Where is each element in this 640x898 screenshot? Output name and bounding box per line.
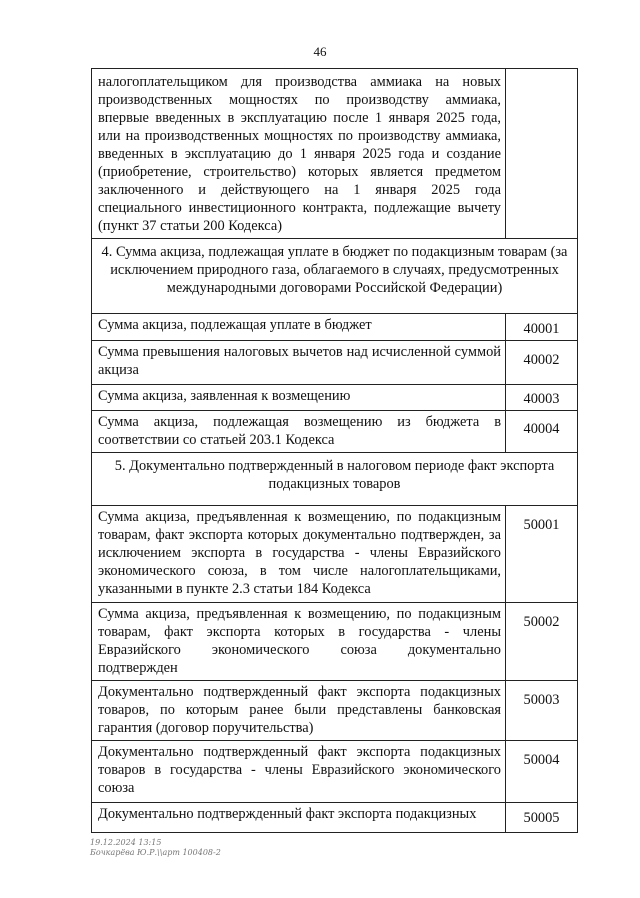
excise-declaration-table — [91, 68, 578, 833]
row-text: Сумма акциза, предъявленная к возмещению, по подакцизным товарам, факт экспорта которых документально подтвержден, за исключением экспорта в государства - члены Евразийского экономического союза, в том числе налогоплательщиками, указанными в пункте 2.3 статьи 184 Кодекса — [92, 506, 506, 602]
table-row — [92, 340, 577, 384]
table-row — [92, 505, 577, 602]
table-row — [92, 602, 577, 680]
table-row — [92, 410, 577, 452]
table-row — [92, 384, 577, 410]
document-stamp-footer — [90, 838, 221, 858]
page-number: 46 — [313, 44, 327, 59]
row-code: 50005 — [523, 810, 560, 826]
row-text: Документально подтвержденный факт экспорта подакцизных товаров в государства - члены Евразийского экономического союза — [92, 741, 506, 802]
table-row — [92, 802, 577, 833]
row-text: Сумма акциза, подлежащая уплате в бюджет — [92, 314, 506, 340]
row-code: 50003 — [523, 692, 560, 708]
table-row — [92, 313, 577, 340]
footer-timestamp: 19.12.2024 13:15 — [90, 838, 162, 847]
row-text: Документально подтвержденный факт экспорта подакцизных — [92, 803, 506, 832]
row-code: 40001 — [523, 321, 560, 337]
row-code: 50002 — [523, 614, 560, 630]
row-code: 40002 — [523, 352, 560, 368]
row-code: 40004 — [523, 421, 560, 437]
table-row — [92, 740, 577, 802]
row-text: Сумма акциза, предъявленная к возмещению, по подакцизным товарам, факт экспорта которых в государства - члены Евразийского экономического союза документально подтвержден — [92, 603, 506, 680]
row-code — [506, 69, 577, 238]
section-heading-5: 5. Документально подтвержденный в налоговом периоде факт экспорта подакцизных товаров — [92, 452, 577, 505]
row-text: Сумма акциза, подлежащая возмещению из бюджета в соответствии со статьей 203.1 Кодекса — [92, 411, 506, 452]
row-code: 40003 — [523, 391, 560, 407]
table-row — [92, 68, 577, 238]
table-row — [92, 680, 577, 740]
row-text: Сумма превышения налоговых вычетов над исчисленной суммой акциза — [92, 341, 506, 384]
row-code: 50004 — [523, 752, 560, 768]
footer-author: Бочкарёва Ю.Р.\\apm 100408-2 — [90, 848, 221, 857]
row-code: 50001 — [523, 517, 560, 533]
row-text: Документально подтвержденный факт экспорта подакцизных товаров, по которым ранее были представлены банковская гарантия (договор поручительства) — [92, 681, 506, 740]
row-text: Сумма акциза, заявленная к возмещению — [92, 385, 506, 410]
section-heading-4: 4. Сумма акциза, подлежащая уплате в бюджет по подакцизным товарам (за исключением природного газа, облагаемого в случаях, предусмотренных международными договорами Российской Федерации) — [92, 238, 577, 313]
row-text: налогоплательщиком для производства аммиака на новых производственных мощностях по производству аммиака, впервые введенных в эксплуатацию после 1 января 2025 года, или на производственных мощностях по производству аммиака, введенных в эксплуатацию до 1 января 2025 года и создание (приобретение, строительство) которых является предметом заключенного и действующего на 1 января 2025 года специального инвестиционного контракта, подлежащие вычету (пункт 37 статьи 200 Кодекса) — [92, 69, 506, 238]
